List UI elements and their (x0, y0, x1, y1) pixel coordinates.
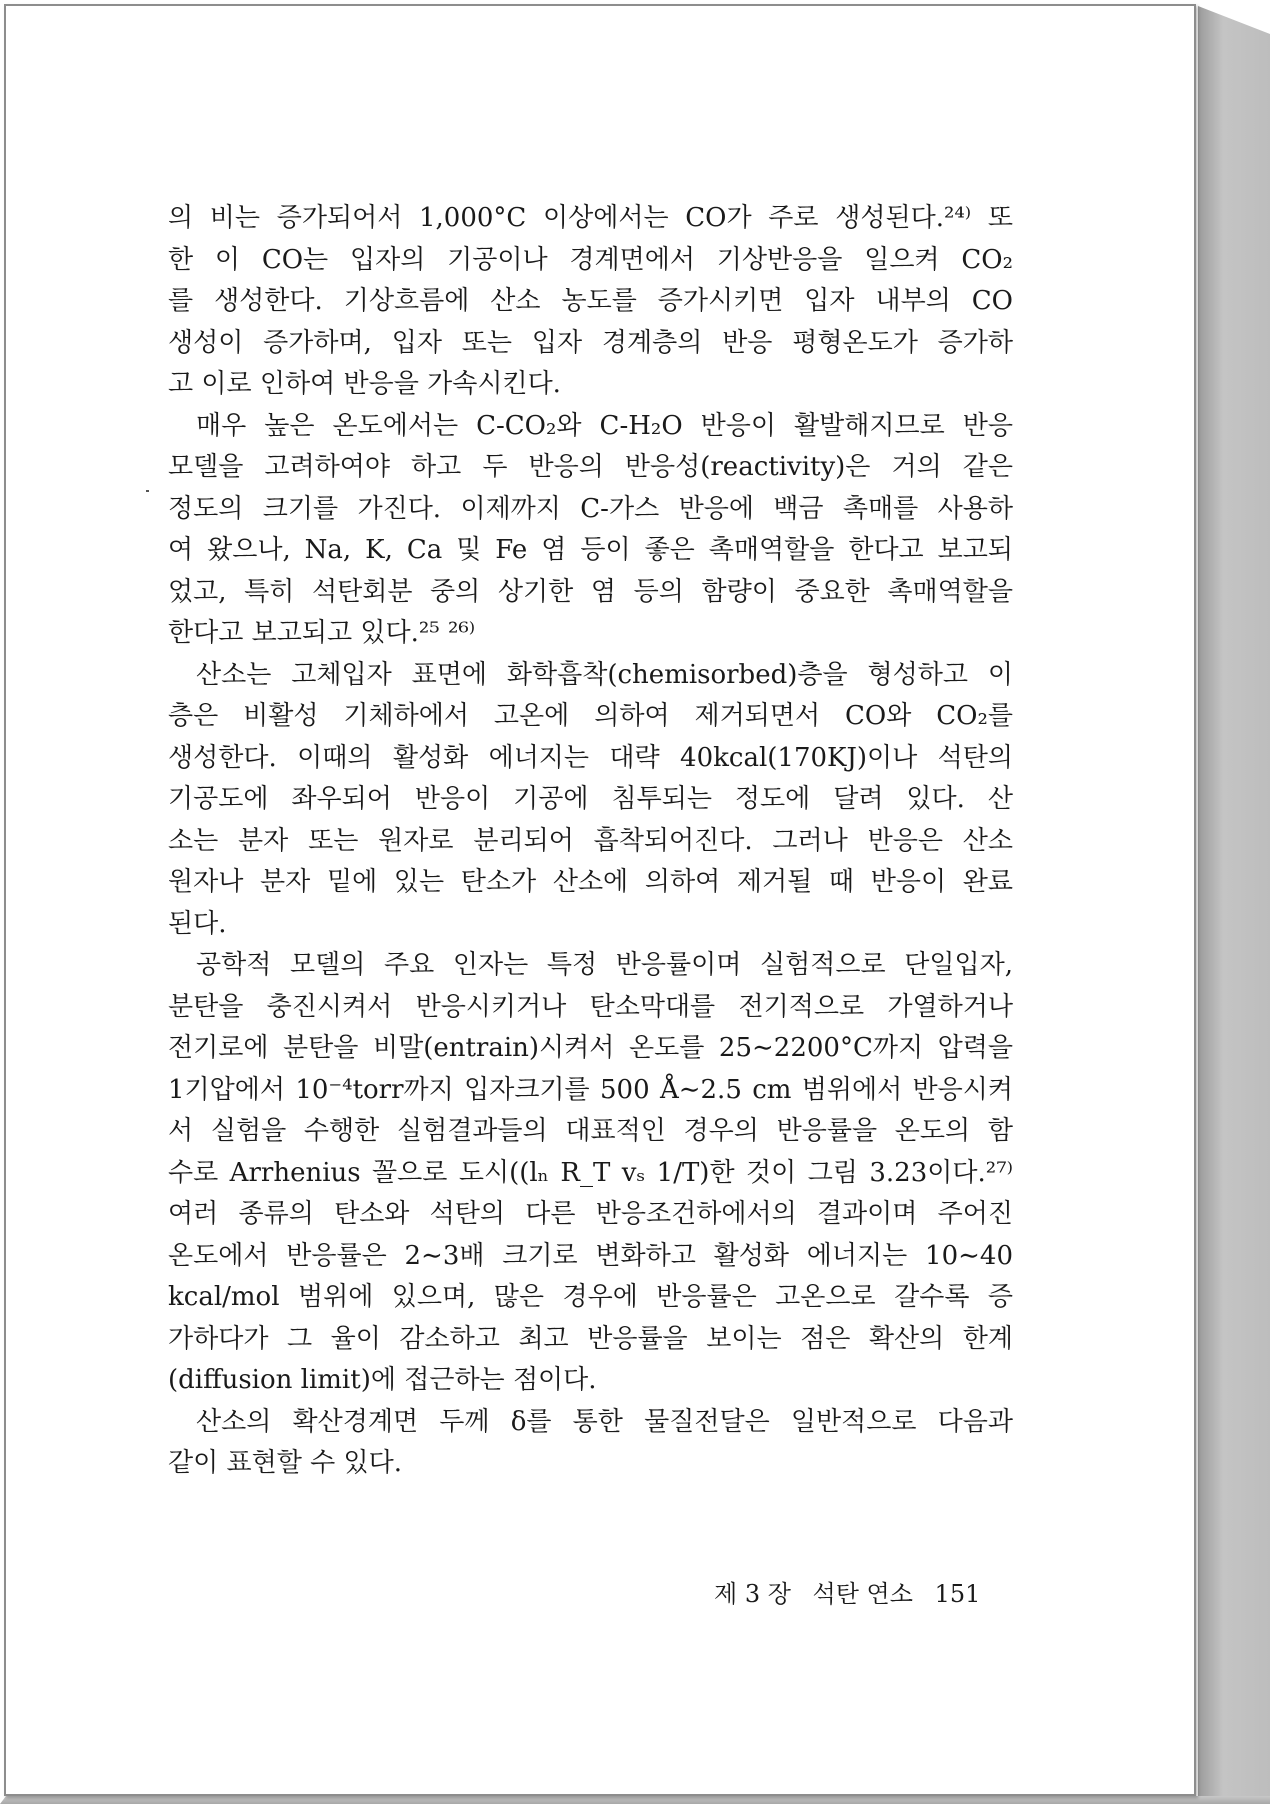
text-line: 정도의 크기를 가진다. 이제까지 C-가스 반응에 백금 촉매를 사용하 (168, 493, 1013, 524)
body-text (168, 198, 1013, 1485)
page-footer (700, 1574, 980, 1609)
page-edge (1198, 6, 1270, 1800)
text-line: 층은 비활성 기체하에서 고온에 의하여 제거되면서 CO와 CO₂를 (168, 701, 1013, 731)
text-line: 된다. (168, 908, 227, 939)
text-line: 한다고 보고되고 있다.²⁵ ²⁶⁾ (168, 618, 476, 648)
text-line: 공학적 모델의 주요 인자는 특정 반응률이며 실험적으로 단일입자, (196, 950, 1013, 980)
text-line: 온도에서 반응률은 2∼3배 크기로 변화하고 활성화 에너지는 10∼40 (168, 1240, 1013, 1271)
text-line: 산소는 고체입자 표면에 화학흡착(chemisorbed)층을 형성하고 이 (196, 659, 1013, 690)
text-line: 생성이 증가하며, 입자 또는 입자 경계층의 반응 평형온도가 증가하 (168, 327, 1013, 358)
text-line: 1기압에서 10⁻⁴torr까지 입자크기를 500 Å∼2.5 cm 범위에서 반응시켜 (168, 1074, 1013, 1105)
text-line: 생성한다. 이때의 활성화 에너지는 대략 40kcal(170KJ)이나 석탄의 (168, 742, 1013, 773)
text-line: 여러 종류의 탄소와 석탄의 다른 반응조건하에서의 결과이며 주어진 (168, 1199, 1013, 1229)
text-line: 서 실험을 수행한 실험결과들의 대표적인 경우의 반응률을 온도의 함 (168, 1116, 1013, 1146)
text-line: 의 비는 증가되어서 1,000°C 이상에서는 CO가 주로 생성된다.²⁴⁾ 또 (168, 203, 1013, 233)
text-line: 매우 높은 온도에서는 C-CO₂와 C-H₂O 반응이 활발해지므로 반응 (196, 410, 1013, 441)
text-line: 기공도에 좌우되어 반응이 기공에 침투되는 정도에 달려 있다. 산 (168, 784, 1013, 814)
text-line: 원자나 분자 밑에 있는 탄소가 산소에 의하여 제거될 때 반응이 완료 (168, 867, 1013, 897)
text-line: 같이 표현할 수 있다. (168, 1448, 402, 1478)
chapter-number: 제 3 장 (714, 1580, 791, 1608)
text-line: 산소의 확산경계면 두께 δ를 통한 물질전달은 일반적으로 다음과 (196, 1406, 1013, 1437)
text-line: kcal/mol 범위에 있으며, 많은 경우에 반응률은 고온으로 갈수록 증 (168, 1282, 1013, 1312)
chapter-title: 석탄 연소 (812, 1580, 913, 1608)
text-line: 분탄을 충진시켜서 반응시키거나 탄소막대를 전기적으로 가열하거나 (168, 991, 1013, 1022)
text-line: 가하다가 그 율이 감소하고 최고 반응률을 보이는 점은 확산의 한계 (168, 1323, 1013, 1354)
page-number: 151 (934, 1580, 981, 1608)
text-line: 수로 Arrhenius 꼴으로 도시((lₙ R_T vₛ 1/T)한 것이 그림 3.23이다.²⁷⁾ (168, 1157, 1013, 1188)
text-line: 를 생성한다. 기상흐름에 산소 농도를 증가시키면 입자 내부의 CO (168, 286, 1013, 316)
text-line: 모델을 고려하여야 하고 두 반응의 반응성(reactivity)은 거의 같은 (168, 452, 1013, 482)
text-line: 고 이로 인하여 반응을 가속시킨다. (168, 369, 561, 399)
page-edge-bottom (0, 1796, 1270, 1804)
text-line: 한 이 CO는 입자의 기공이나 경계면에서 기상반응을 일으켜 CO₂ (168, 244, 1013, 275)
text-line: (diffusion limit)에 접근하는 점이다. (168, 1365, 597, 1395)
text-line: 전기로에 분탄을 비말(entrain)시켜서 온도를 25∼2200°C까지 압력을 (168, 1033, 1013, 1063)
text-line: 었고, 특히 석탄회분 중의 상기한 염 등의 함량이 중요한 촉매역할을 (168, 576, 1013, 607)
margin-mark (146, 490, 149, 492)
text-line: 여 왔으나, Na, K, Ca 및 Fe 염 등이 좋은 촉매역할을 한다고 보고되 (168, 535, 1013, 565)
text-line: 소는 분자 또는 원자로 분리되어 흡착되어진다. 그러나 반응은 산소 (168, 825, 1013, 856)
